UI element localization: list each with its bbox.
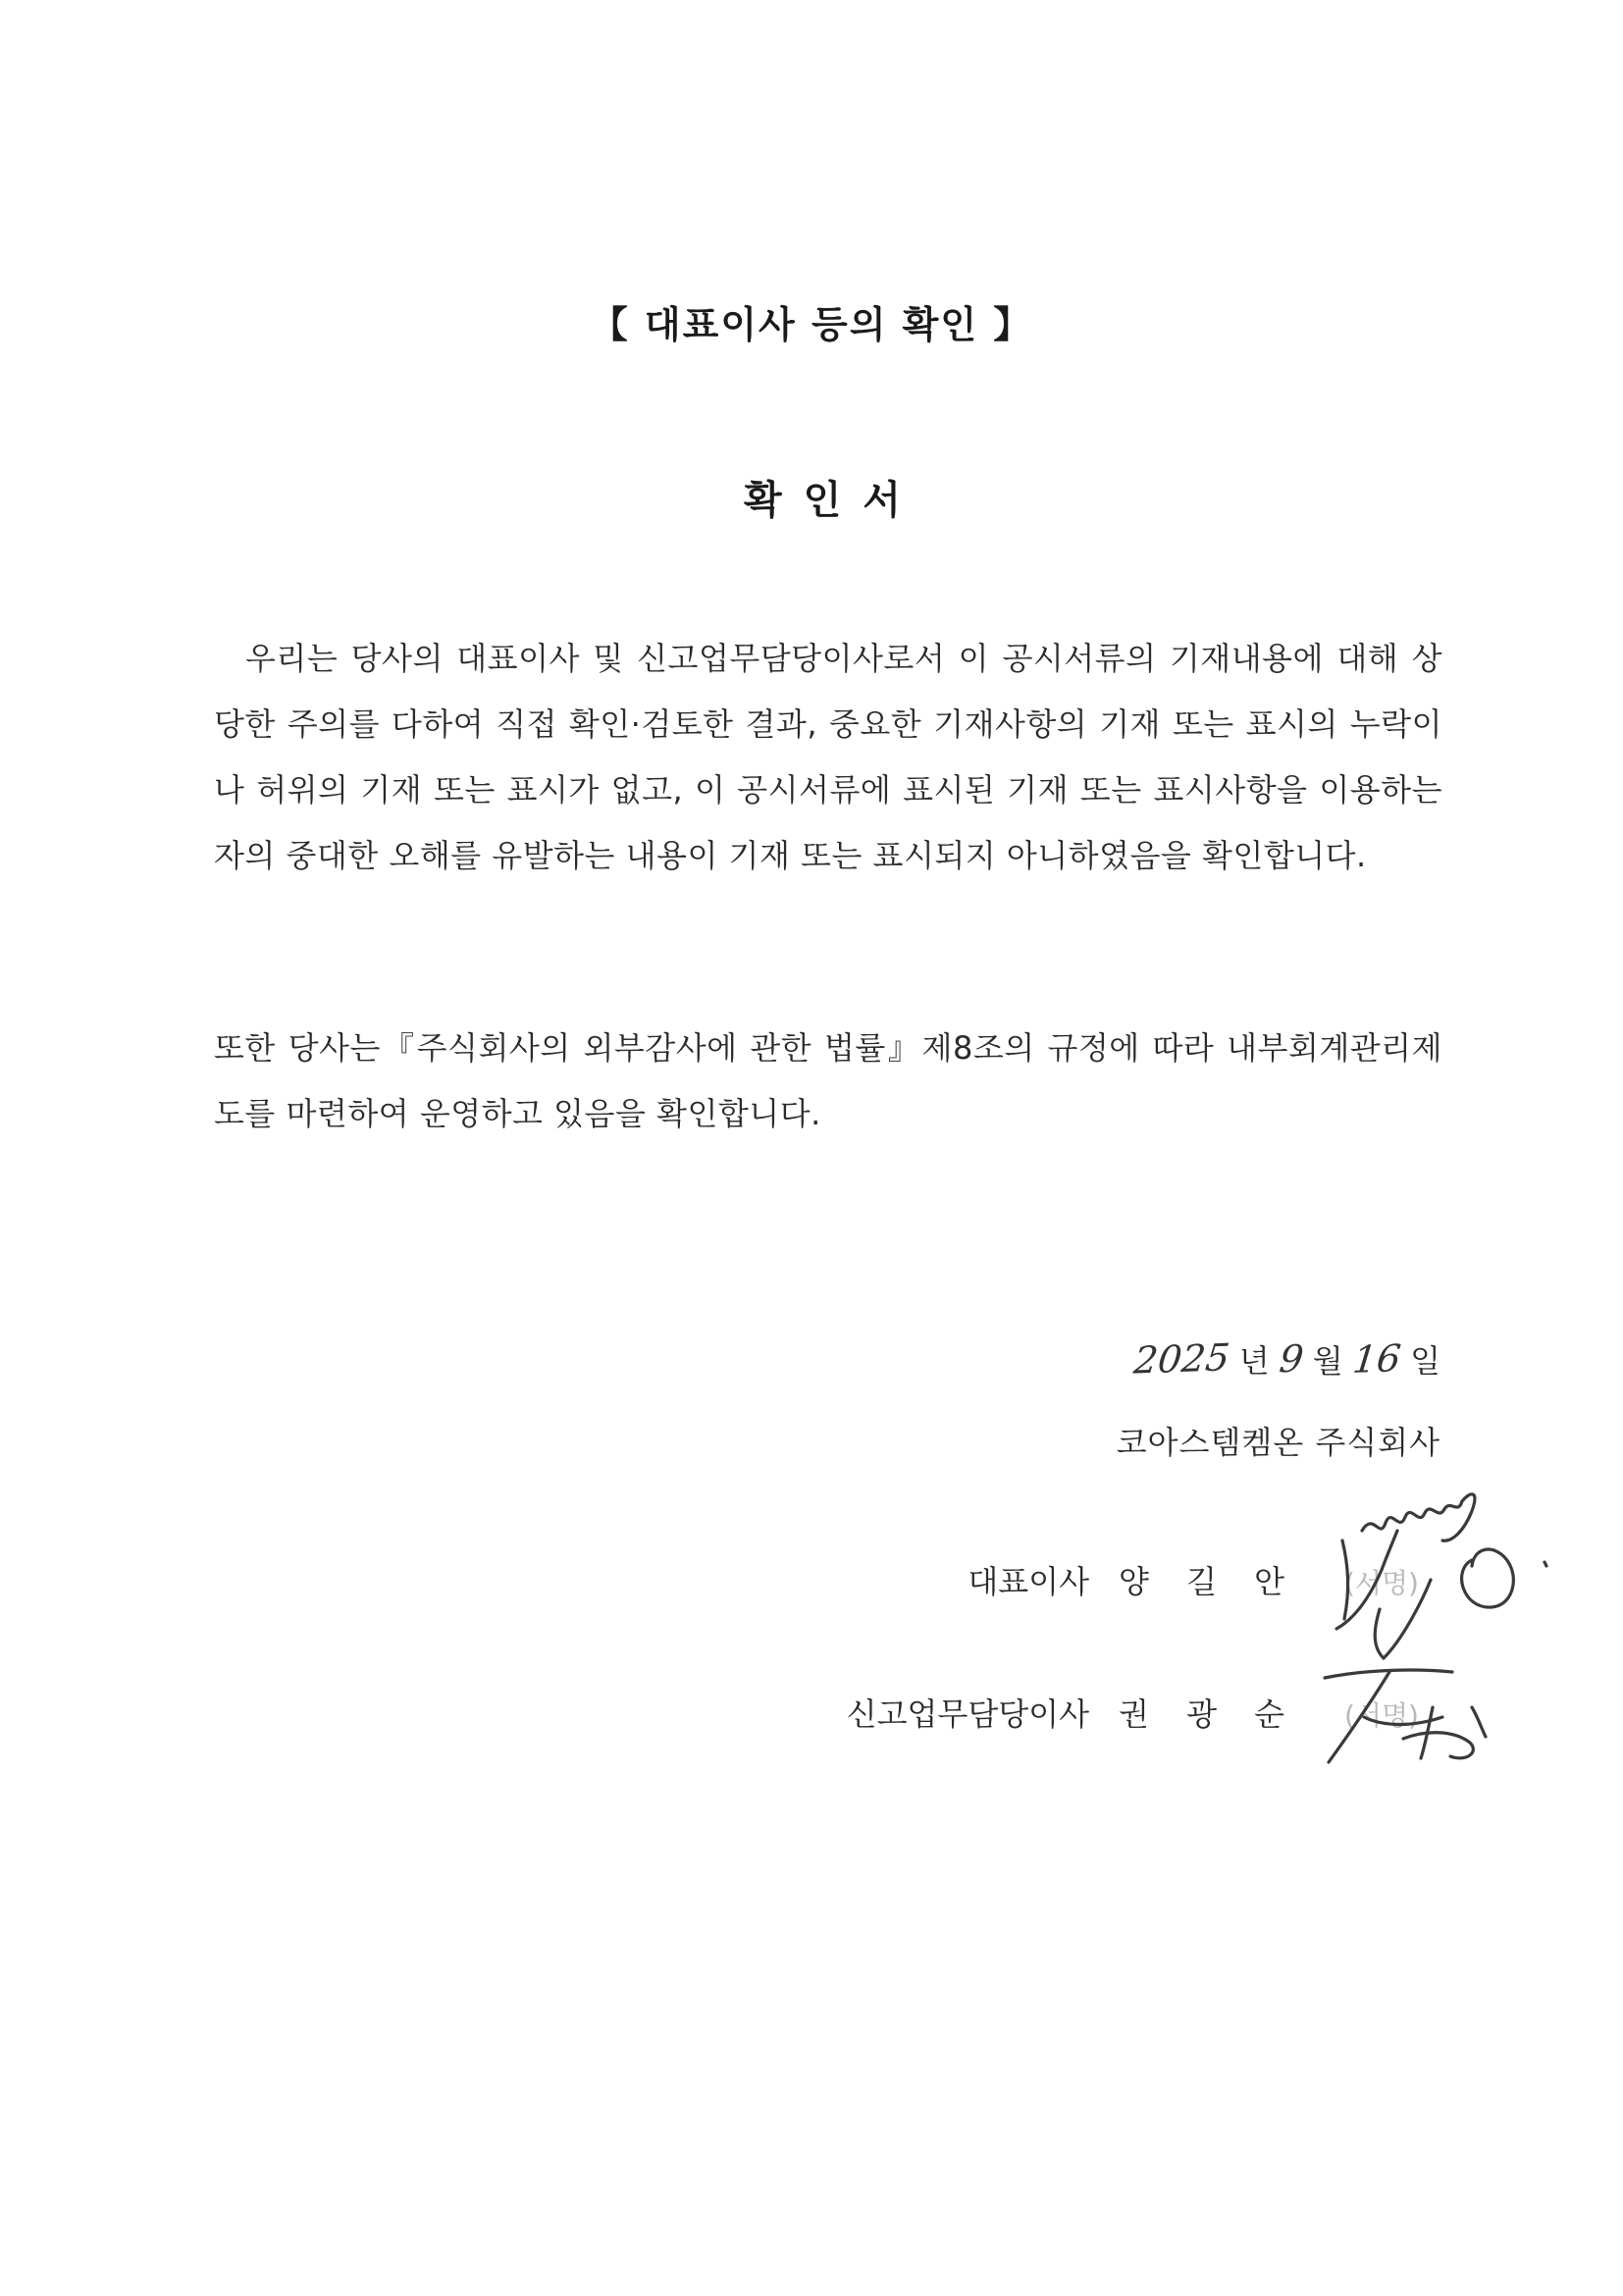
ceo-handwritten-signature	[1315, 1472, 1570, 1668]
date-year-unit: 년	[1238, 1342, 1270, 1380]
disclosure-officer-handwritten-signature	[1305, 1648, 1531, 1796]
confirmation-paragraph: 우리는 당사의 대표이사 및 신고업무담당이사로서 이 공시서류의 기재내용에 대해 상당한 주의를 다하여 직접 확인·검토한 결과, 중요한 기재사항의 기재 또는 표시의 누락이나 허위의 기재 또는 표시가 없고, 이 공시서류에 표시된 기재 또는 표시사항을 이용하는 자의 중대한 오해를 유발하는 내용이 기재 또는 표시되지 아니하였음을 확인합니다.	[214, 640, 1442, 874]
date-day-unit: 일	[1410, 1342, 1440, 1380]
signer-role-ceo: 대표이사	[968, 1563, 1089, 1600]
date-month-unit: 월	[1312, 1342, 1343, 1380]
date-month: 9	[1277, 1336, 1306, 1382]
document-subtitle: 확인서	[744, 478, 922, 523]
signer-name-ceo: 양 길 안	[1119, 1563, 1299, 1600]
company-name: 코아스템켐온 주식회사	[1116, 1424, 1440, 1461]
signer-role-disclosure-officer: 신고업무담당이사	[846, 1696, 1089, 1733]
date-year: 2025	[1131, 1335, 1232, 1383]
document-title: 【 대표이사 등의 확인 】	[590, 303, 1033, 346]
signer-name-disclosure-officer: 권 광 순	[1119, 1696, 1299, 1733]
signature-mark-disclosure-officer: (서명)	[1344, 1699, 1419, 1732]
internal-control-paragraph: 또한 당사는『주식회사의 외부감사에 관한 법률』제8조의 규정에 따라 내부회계관리제도를 마련하여 운영하고 있음을 확인합니다.	[214, 1029, 1442, 1132]
date-day: 16	[1350, 1336, 1403, 1382]
date-line	[1131, 1335, 1440, 1383]
signature-mark-ceo: (서명)	[1344, 1567, 1419, 1599]
